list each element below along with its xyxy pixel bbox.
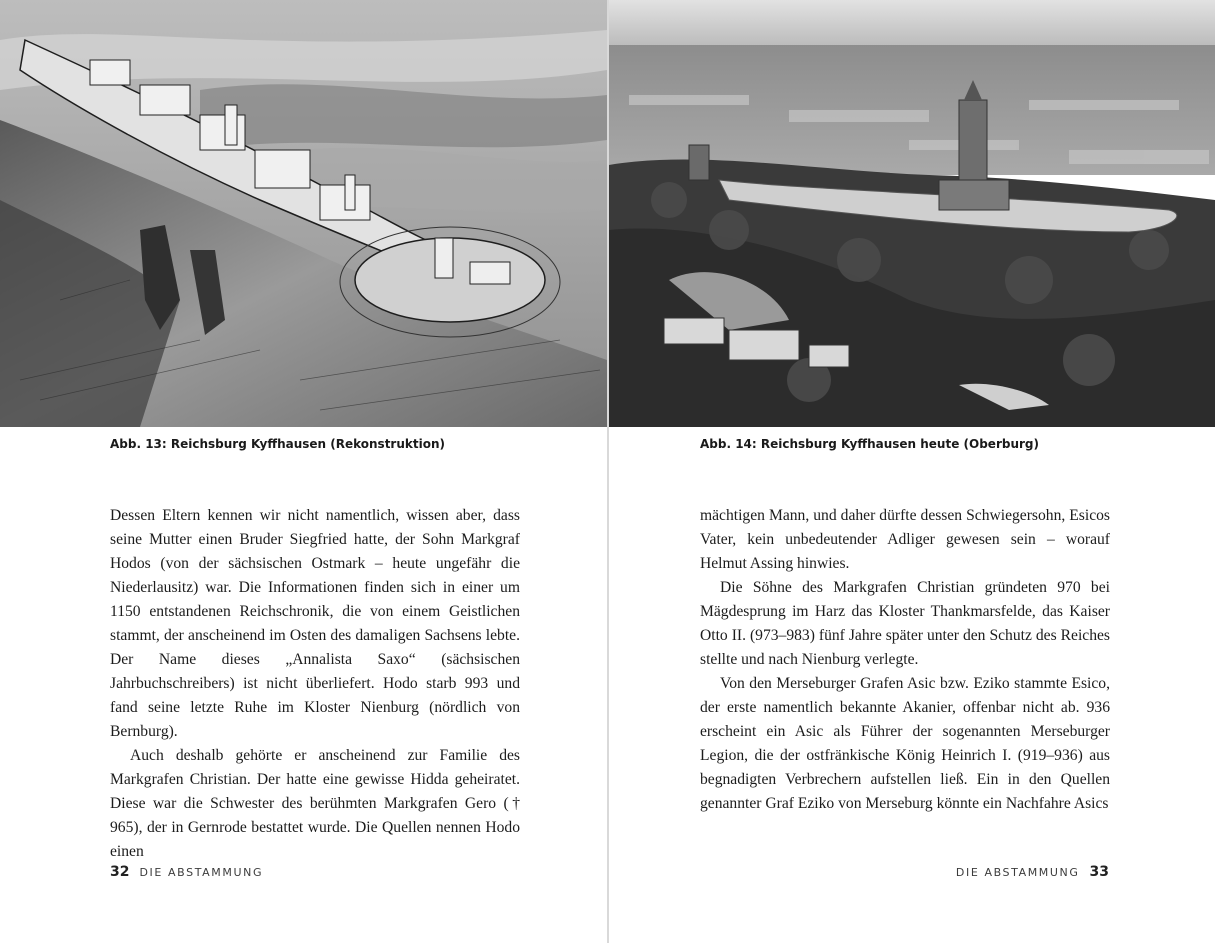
paragraph: Von den Merseburger Grafen Asic bzw. Eziko stammte Esico, der erste namentlich bekannte Akanier, offenbar nicht ab. 936 erscheint ein Asic als Führer der sogenannten Merseburger Legion, die der ostfränkische König Heinrich I. (919–936) aus begnadigten Verbrechern aufstellen ließ. Ein in den Quellen genannter Graf Eziko von Merseburg könnte ein Nachfahre Asics bbox=[700, 675, 1110, 812]
body-text bbox=[700, 504, 1110, 816]
figure-caption: Abb. 13: Reichsburg Kyffhausen (Rekonstruktion) bbox=[110, 437, 445, 451]
page-footer bbox=[956, 864, 1109, 880]
running-head: DIE ABSTAMMUNG bbox=[139, 866, 264, 879]
figure-castle-reconstruction-drawing bbox=[0, 0, 607, 427]
page-number: 32 bbox=[110, 864, 130, 880]
right-page bbox=[609, 0, 1215, 943]
paragraph: Dessen Eltern kennen wir nicht namentlich, wissen aber, dass seine Mutter einen Bruder Siegfried hatte, der Sohn Markgraf Hodos (von der sächsischen Ostmark – heute ungefähr die Niederlausitz) war. Die Informationen finden sich in einer um 1150 entstandenen Reichschronik, die von einem Geistlichen stammt, der anscheinend im Osten des damaligen Sachsens lebte. Der Name dieses „Annalista Saxo“ (sächsischen Jahrbuchschreibers) ist nicht überliefert. Hodo starb 993 und fand seine letzte Ruhe im Kloster Nienburg (nördlich von Bernburg). bbox=[110, 507, 520, 740]
paragraph: Die Söhne des Markgrafen Christian gründeten 970 bei Mägdesprung im Harz das Kloster Thankmarsfelde, das Kaiser Otto II. (973–983) fünf Jahre später unter den Schutz des Reiches stellte und nach Nienburg verlegte. bbox=[700, 579, 1110, 668]
paragraph: mächtigen Mann, und daher dürfte dessen Schwiegersohn, Esicos Vater, kein unbedeutender Adliger gewesen sein – worauf Helmut Assing hinwies. bbox=[700, 507, 1110, 572]
figure-castle-aerial-photo bbox=[609, 0, 1215, 427]
paragraph: Auch deshalb gehörte er anscheinend zur Familie des Markgrafen Christian. Der hatte eine gewisse Hidda geheiratet. Diese war die Schwester des berühmten Markgrafen Gero († 965), der in Gernrode bestattet wurde. Die Quellen nennen Hodo einen bbox=[110, 747, 520, 860]
running-head: DIE ABSTAMMUNG bbox=[955, 866, 1080, 879]
body-text bbox=[110, 504, 520, 864]
figure-caption: Abb. 14: Reichsburg Kyffhausen heute (Oberburg) bbox=[700, 437, 1039, 451]
page-footer bbox=[110, 864, 263, 880]
page-number: 33 bbox=[1089, 864, 1109, 880]
